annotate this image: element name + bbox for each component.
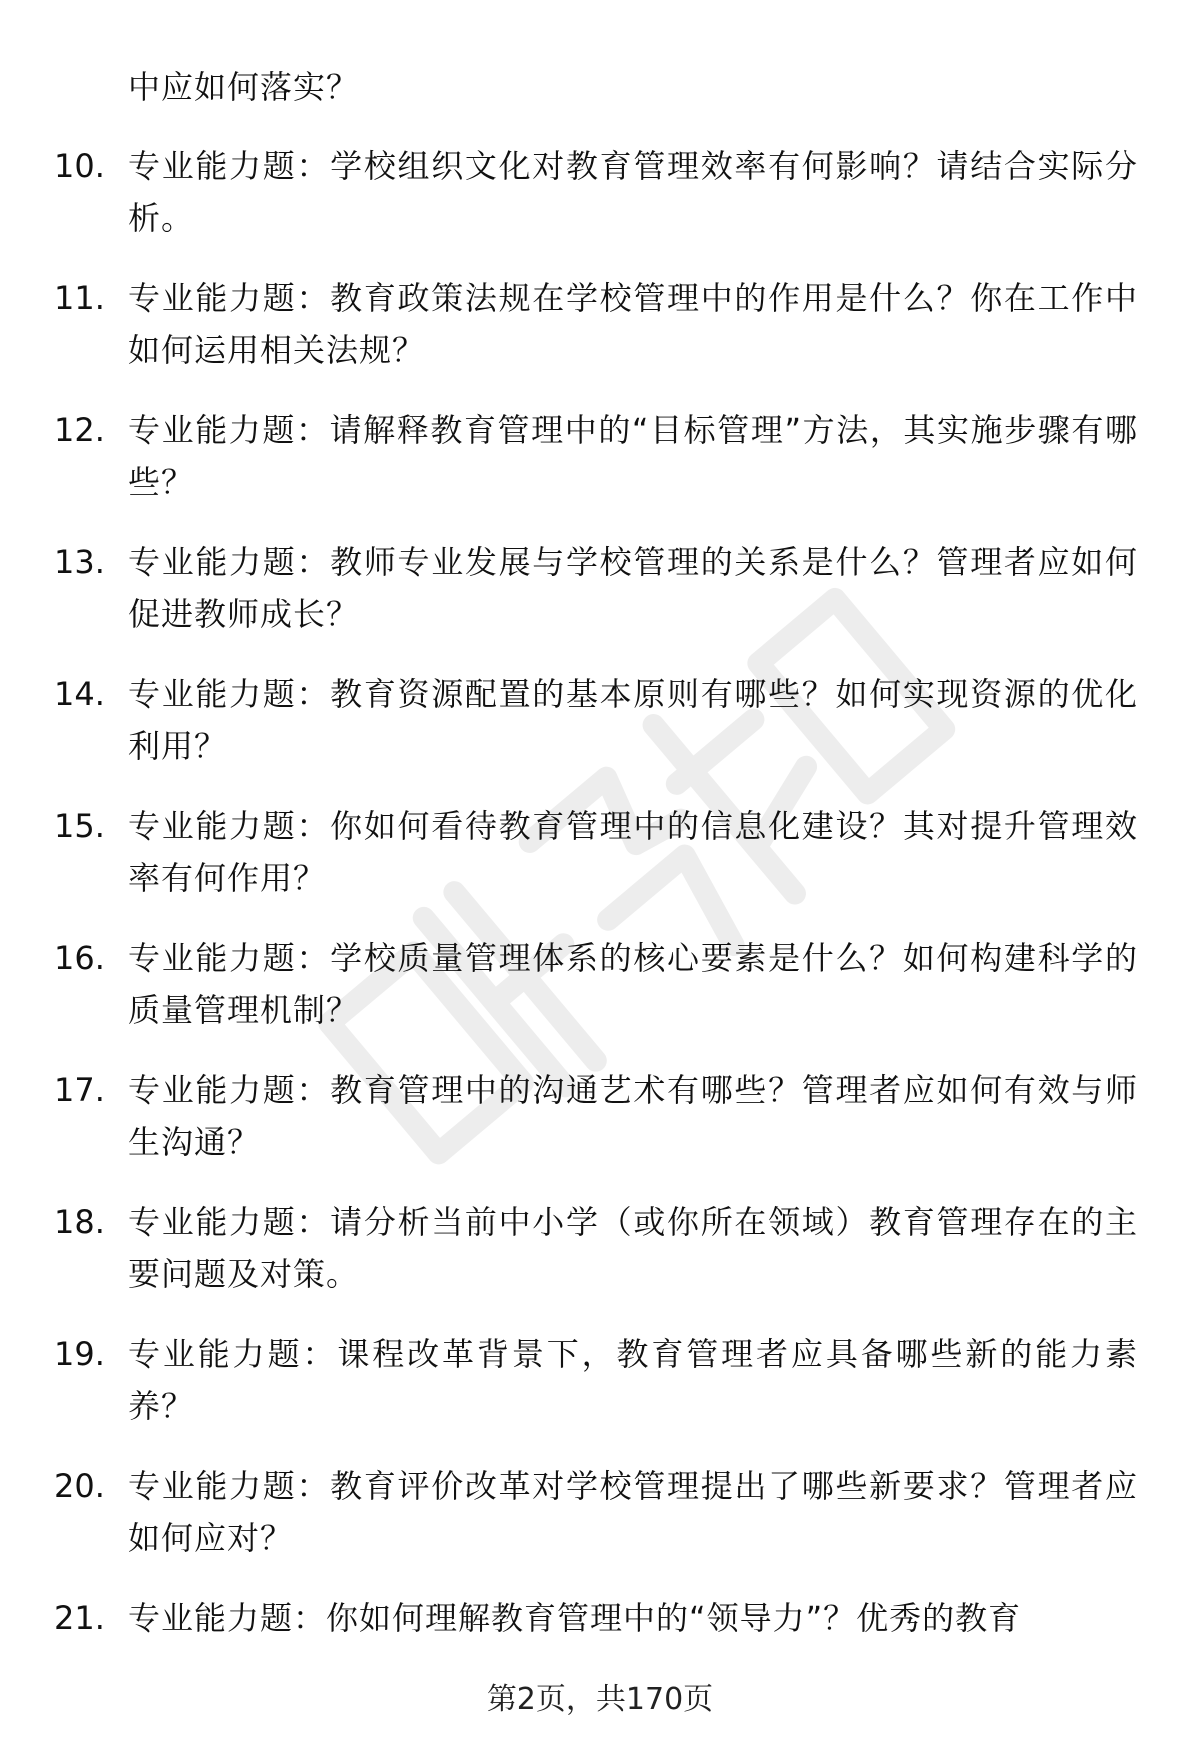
question-number: 20.	[54, 1467, 105, 1505]
question-number: 18.	[54, 1203, 105, 1241]
question-number: 13.	[54, 543, 105, 581]
question-number: 16.	[54, 939, 105, 977]
question-text: 专业能力题：学校组织文化对教育管理效率有何影响？请结合实际分析。	[128, 147, 1138, 237]
question-list	[0, 140, 1200, 1724]
question-text: 专业能力题：教育评价改革对学校管理提出了哪些新要求？管理者应如何应对？	[128, 1467, 1138, 1557]
question-text: 专业能力题：请分析当前中小学（或你所在领域）教育管理存在的主要问题及对策。	[128, 1203, 1138, 1293]
question-text: 专业能力题：教育资源配置的基本原则有哪些？如何实现资源的优化利用？	[128, 675, 1138, 765]
question-text: 专业能力题：课程改革背景下，教育管理者应具备哪些新的能力素养？	[128, 1335, 1138, 1425]
question-text: 专业能力题：教育政策法规在学校管理中的作用是什么？你在工作中如何运用相关法规？	[128, 279, 1138, 369]
list-item	[0, 800, 1200, 932]
question-number: 21.	[54, 1599, 105, 1637]
question-number: 14.	[54, 675, 105, 713]
list-item	[0, 1196, 1200, 1328]
question-number: 15.	[54, 807, 105, 845]
continuation-line: 中应如何落实？	[128, 68, 360, 106]
question-number: 17.	[54, 1071, 105, 1109]
page-footer: 第2页，共170页	[486, 1682, 714, 1717]
question-text: 专业能力题：你如何理解教育管理中的“领导力”？优秀的教育	[128, 1599, 1022, 1637]
question-text: 专业能力题：学校质量管理体系的核心要素是什么？如何构建科学的质量管理机制？	[128, 939, 1138, 1029]
question-text: 专业能力题：教育管理中的沟通艺术有哪些？管理者应如何有效与师生沟通？	[128, 1071, 1138, 1161]
list-item	[0, 140, 1200, 272]
question-text: 专业能力题：你如何看待教育管理中的信息化建设？其对提升管理效率有何作用？	[128, 807, 1138, 897]
list-item	[0, 932, 1200, 1064]
list-item	[0, 1328, 1200, 1460]
question-text: 专业能力题：请解释教育管理中的“目标管理”方法，其实施步骤有哪些？	[128, 411, 1138, 501]
question-number: 11.	[54, 279, 105, 317]
list-item	[0, 1064, 1200, 1196]
question-number: 19.	[54, 1335, 105, 1373]
question-number: 12.	[54, 411, 105, 449]
list-item	[0, 272, 1200, 404]
question-number: 10.	[54, 147, 105, 185]
list-item	[0, 668, 1200, 800]
list-item	[0, 536, 1200, 668]
question-text: 专业能力题：教师专业发展与学校管理的关系是什么？管理者应如何促进教师成长？	[128, 543, 1138, 633]
list-item	[0, 404, 1200, 536]
list-item	[0, 1460, 1200, 1592]
